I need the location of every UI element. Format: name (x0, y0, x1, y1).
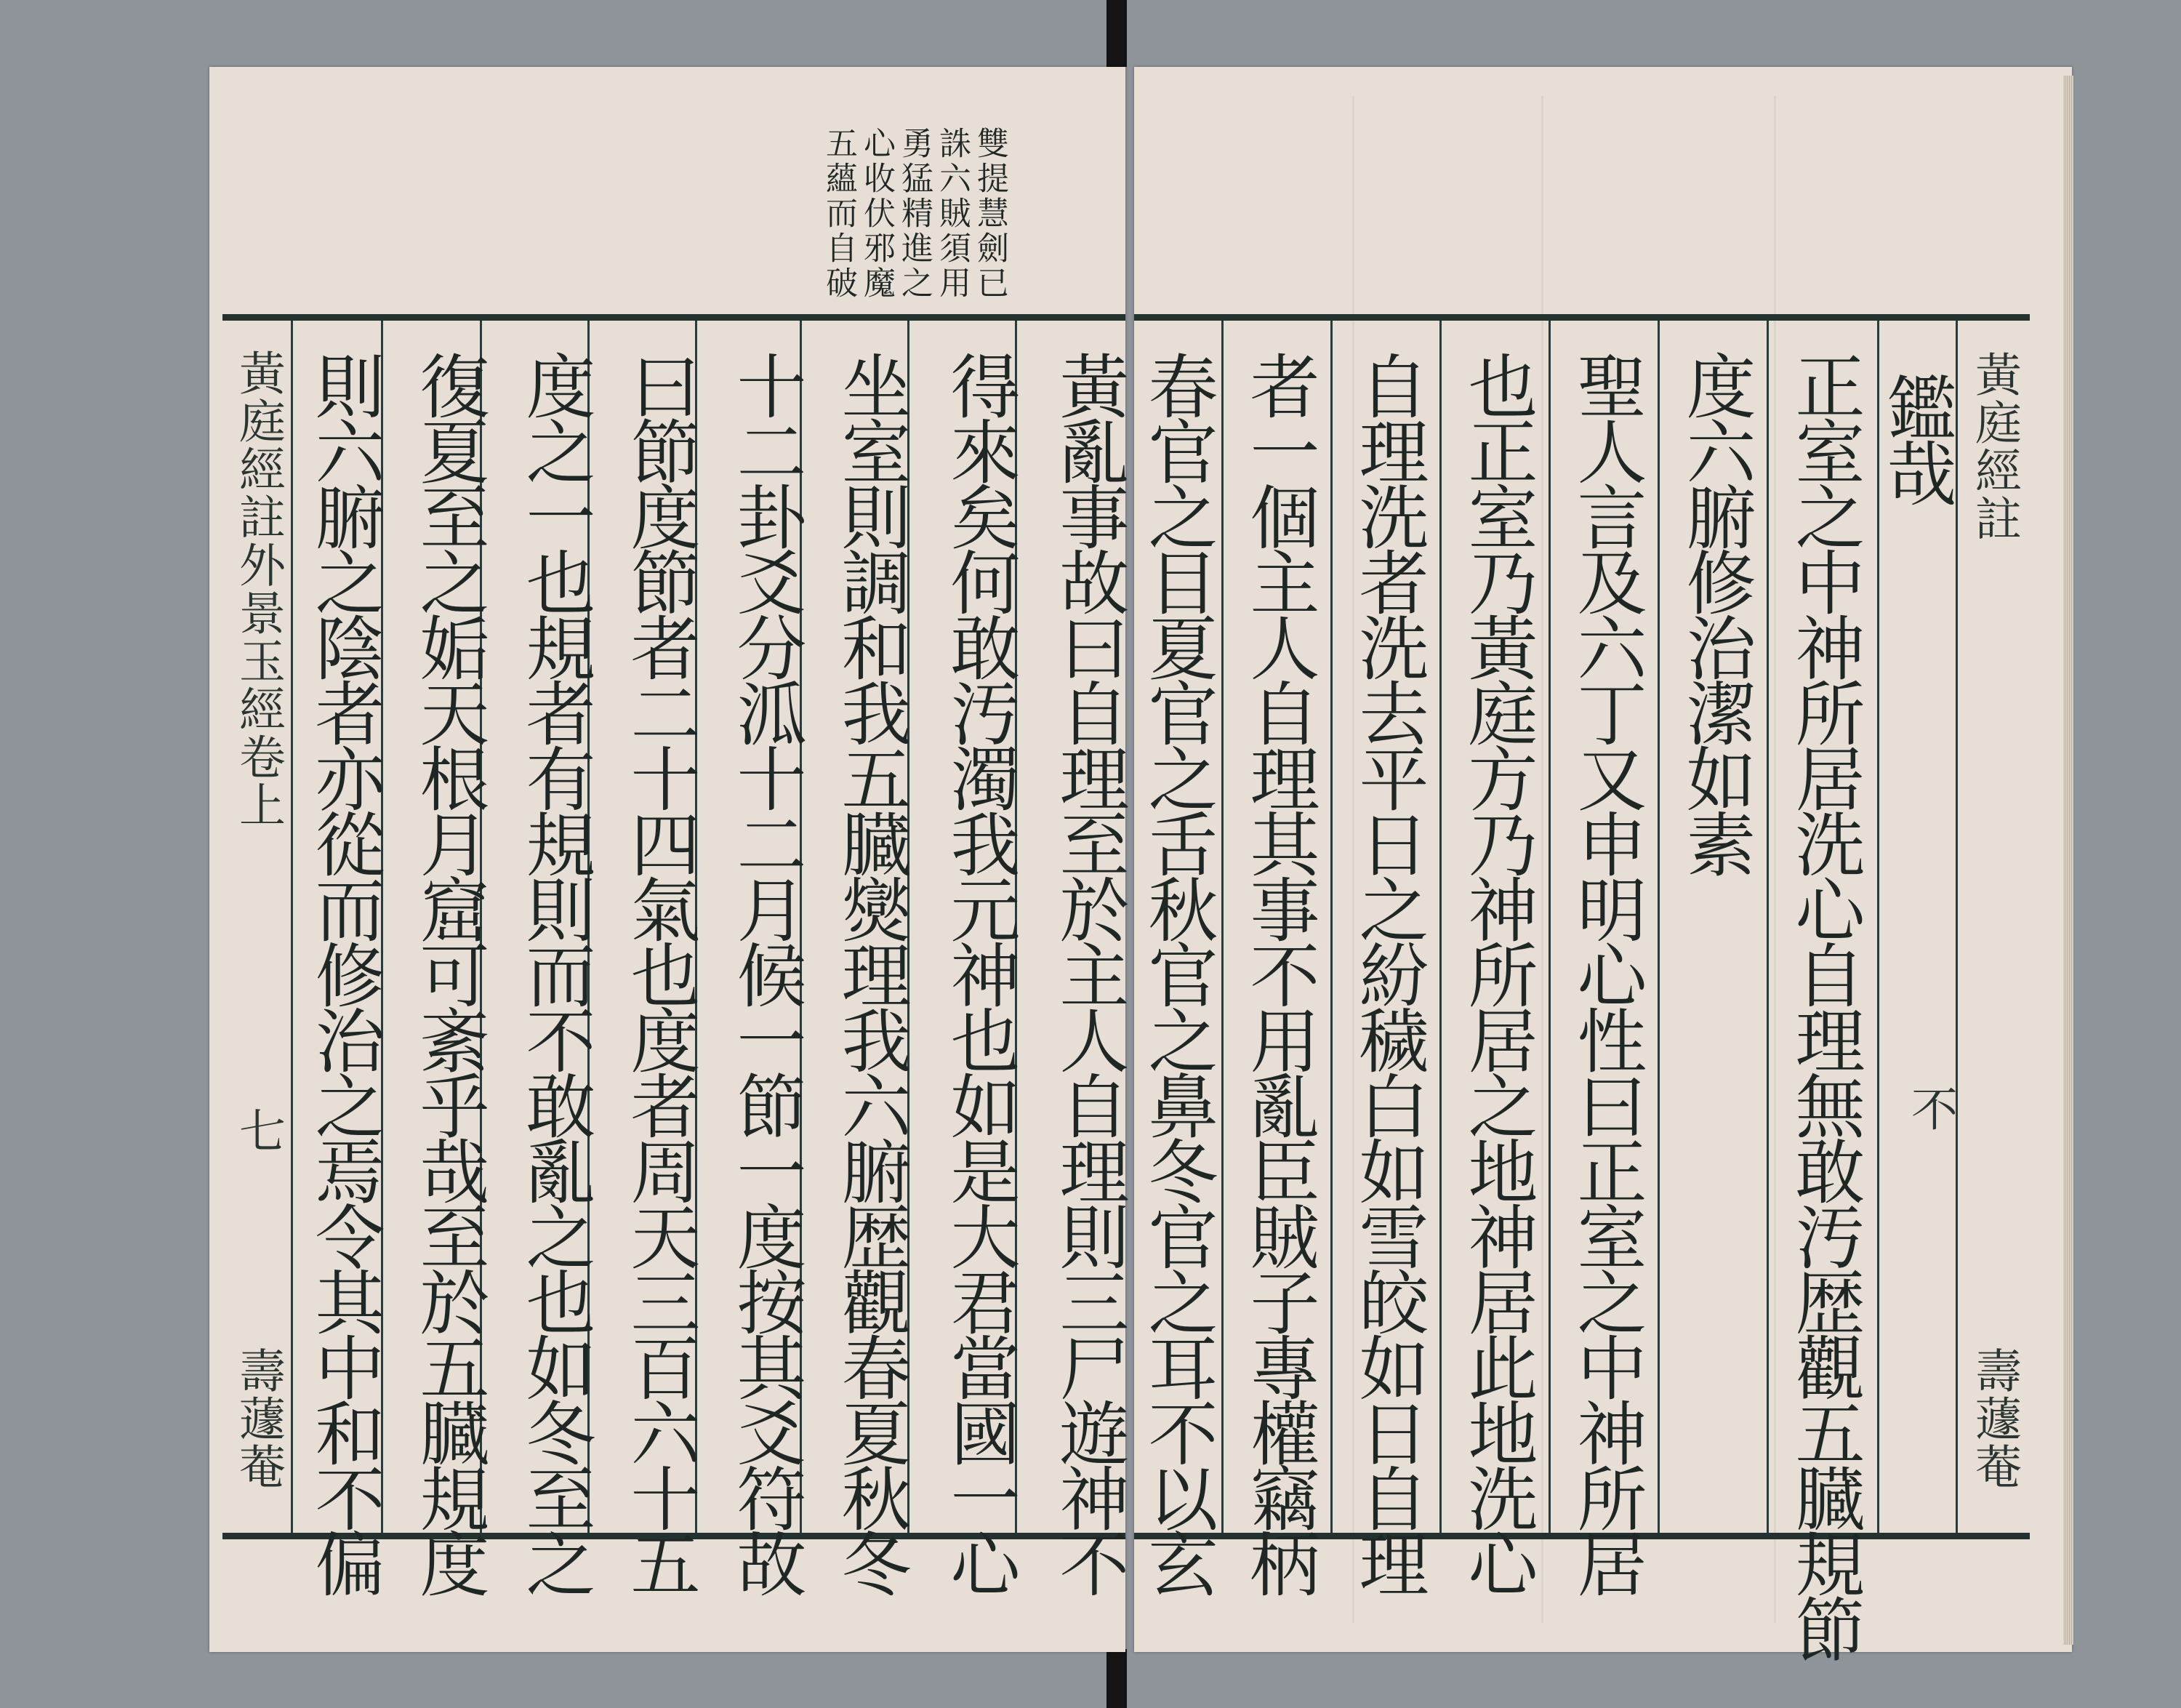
text-column: 得來矣何敢汚濁我元神也如是大君當國一心 (939, 350, 1021, 1594)
binding-ribbon-top (1106, 0, 1127, 67)
text-column: 也正室乃黃庭方乃神所居之地神居此地洗心 (1457, 350, 1538, 1594)
margin-bottom-left: 不 (1903, 1085, 1957, 1133)
folio-number: 七 (231, 1107, 285, 1155)
text-column: 度之一也規者有規則而不敢亂之也如冬至之 (515, 350, 596, 1594)
column-divider (1549, 321, 1551, 1533)
text-column: 則六腑之陰者亦從而修治之焉令其中和不偏 (304, 350, 385, 1594)
column-divider (1330, 321, 1333, 1533)
margin-title: 黃庭經註外景玉經卷上 (231, 349, 285, 829)
text-column: 十二卦爻分泒十二月候一節一度按其爻符故 (726, 350, 807, 1594)
text-column: 自理洗者洗去平日之紛穢白如雪皎如日自理 (1348, 350, 1429, 1594)
right-page (1134, 67, 2072, 1659)
frame-top-rule (222, 314, 1125, 321)
header-note-column: 勇猛精進之 (896, 127, 933, 301)
binding-ribbon-bottom (1106, 1649, 1127, 1708)
show-through-line (1774, 96, 1776, 1623)
header-note (819, 127, 1008, 359)
column-divider (1658, 321, 1660, 1533)
column-divider (1221, 321, 1224, 1533)
left-page (209, 67, 1130, 1652)
header-note-column: 五蘊而自破 (820, 127, 857, 301)
text-column: 正室之中神所居洗心自理無敢汚歴觀五臓規節 (1784, 350, 1865, 1659)
column-divider (1767, 321, 1769, 1533)
header-note-column: 雙提慧劍已 (971, 127, 1008, 301)
margin-title: 黃庭經註 (1967, 350, 2021, 542)
frame-top-rule (1134, 314, 2030, 321)
text-column: 春官之目夏官之舌秋官之鼻冬官之耳不以玄 (1137, 350, 1218, 1594)
text-column: 鑑哉 (1876, 372, 1957, 503)
show-through-line (1541, 96, 1543, 1623)
text-column: 度六腑修治潔如素 (1675, 350, 1756, 874)
column-divider (291, 321, 293, 1533)
text-column: 黃亂事故曰自理至於主人自理則三尸遊神不 (1048, 350, 1130, 1594)
text-column: 者一個主人自理其事不用亂臣賊子專權竊柄 (1239, 350, 1320, 1594)
page-edges (2063, 76, 2073, 1645)
header-note-column: 心收伏邪魔 (858, 127, 895, 301)
printer-mark: 壽蘧菴 (231, 1347, 285, 1491)
text-column: 聖人言及六丁又申明心性曰正室之中神所居 (1566, 350, 1647, 1594)
text-column: 復夏至之姤天根月窟可紊乎哉至於五臓規度 (409, 350, 490, 1594)
text-column: 曰節度節者二十四氣也度者周天三百六十五 (619, 350, 701, 1594)
column-divider (1439, 321, 1442, 1533)
header-note-column: 誅六賊須用 (933, 127, 971, 301)
margin-bottom-right: 壽蘧菴 (1967, 1347, 2021, 1491)
text-column: 坐室則調和我五臓爕理我六腑歴觀春夏秋冬 (830, 350, 912, 1594)
